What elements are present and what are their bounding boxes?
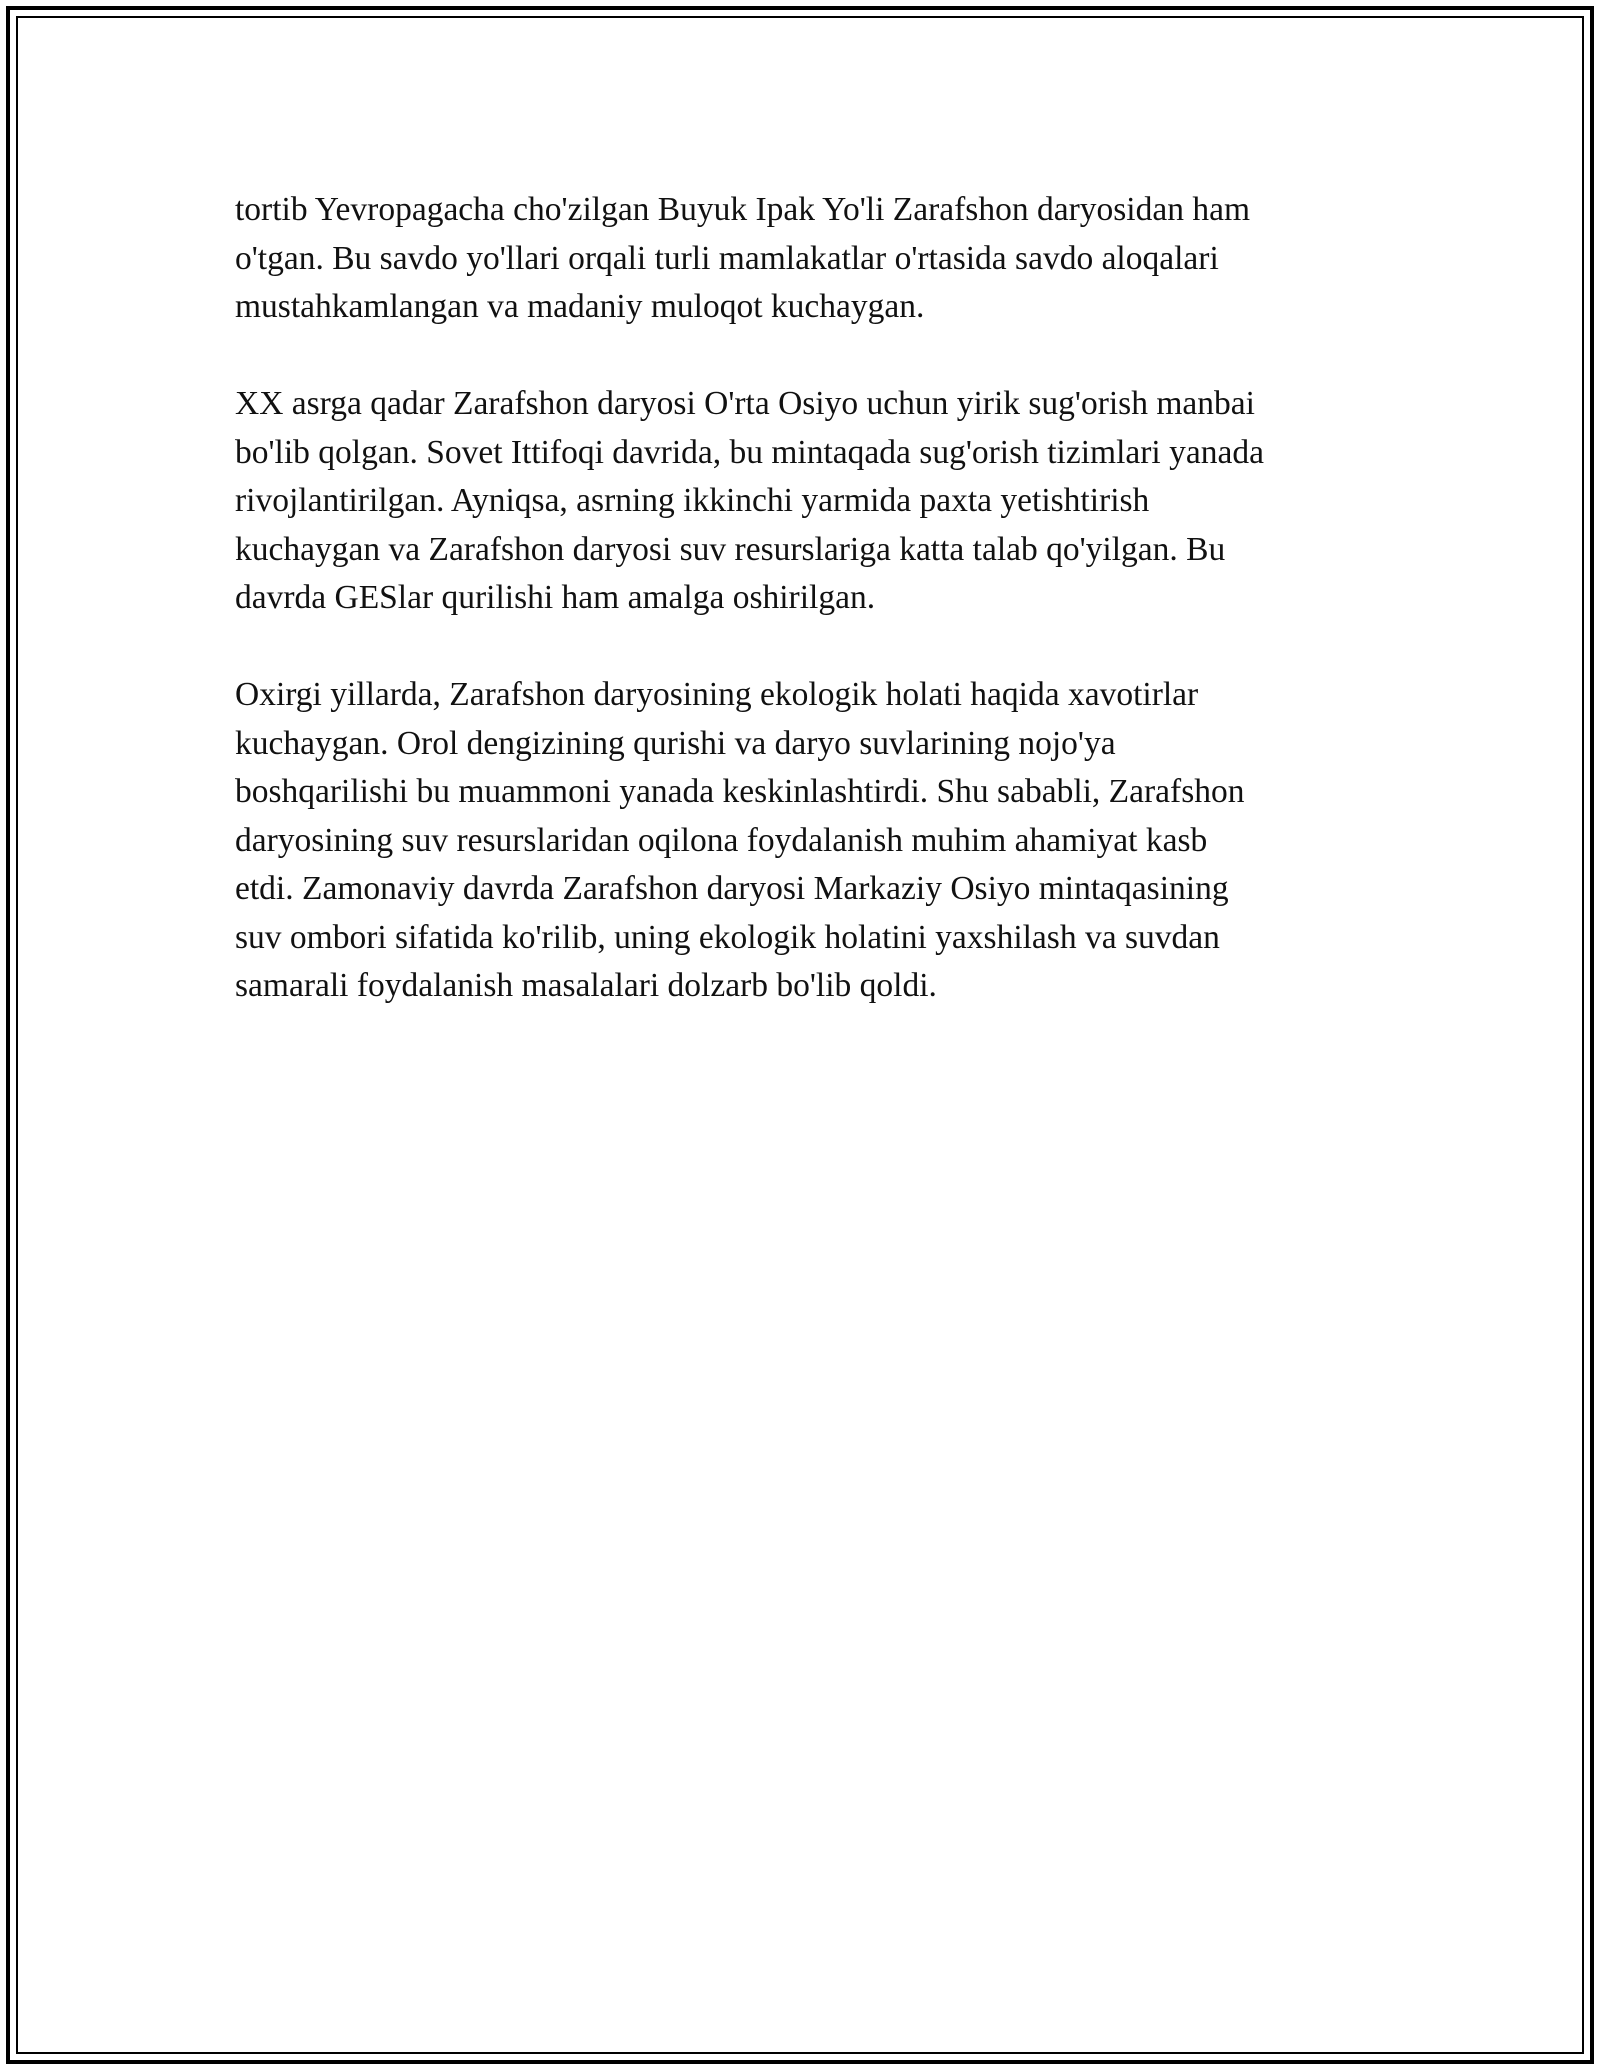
text-line: rivojlantirilgan. Ayniqsa, asrning ikkinchi yarmida paxta yetishtirish [235,482,1150,519]
text-line: o'tgan. Bu savdo yo'llari orqali turli mamlakatlar o'rtasida savdo aloqalari [235,239,1219,277]
paragraph-3 [235,671,1375,1011]
text-line: bo'lib qolgan. Sovet Ittifoqi davrida, bu mintaqada sug'orish tizimlari yanada [235,433,1264,471]
text-line: davrda GESlar qurilishi ham amalga oshirilgan. [235,579,876,616]
paragraph-1 [235,186,1375,332]
paragraph-2 [235,380,1375,623]
text-line: samarali foydalanish masalalari dolzarb bo'lib qoldi. [235,967,937,1004]
text-line: etdi. Zamonaviy davrda Zarafshon daryosi Markaziy Osiyo mintaqasining [235,870,1229,907]
text-line: kuchaygan. Orol dengizining qurishi va daryo suvlarining nojo'ya [235,724,1116,762]
document-body [235,186,1375,1059]
text-line: mustahkamlangan va madaniy muloqot kuchaygan. [235,288,925,325]
text-line: daryosining suv resurslaridan oqilona foydalanish muhim ahamiyat kasb [235,821,1208,859]
text-line: boshqarilishi bu muammoni yanada keskinlashtirdi. Shu sababli, Zarafshon [235,773,1245,810]
text-line: Oxirgi yillarda, Zarafshon daryosining ekologik holati haqida xavotirlar [235,676,1199,713]
text-line: kuchaygan va Zarafshon daryosi suv resurslariga katta talab qo'yilgan. Bu [235,530,1226,568]
text-line: suv ombori sifatida ko'rilib, uning ekologik holatini yaxshilash va suvdan [235,918,1220,956]
text-line: tortib Yevropagacha cho'zilgan Buyuk Ipak Yo'li Zarafshon daryosidan ham [235,191,1251,228]
text-line: XX asrga qadar Zarafshon daryosi O'rta Osiyo uchun yirik sug'orish manbai [235,385,1255,422]
